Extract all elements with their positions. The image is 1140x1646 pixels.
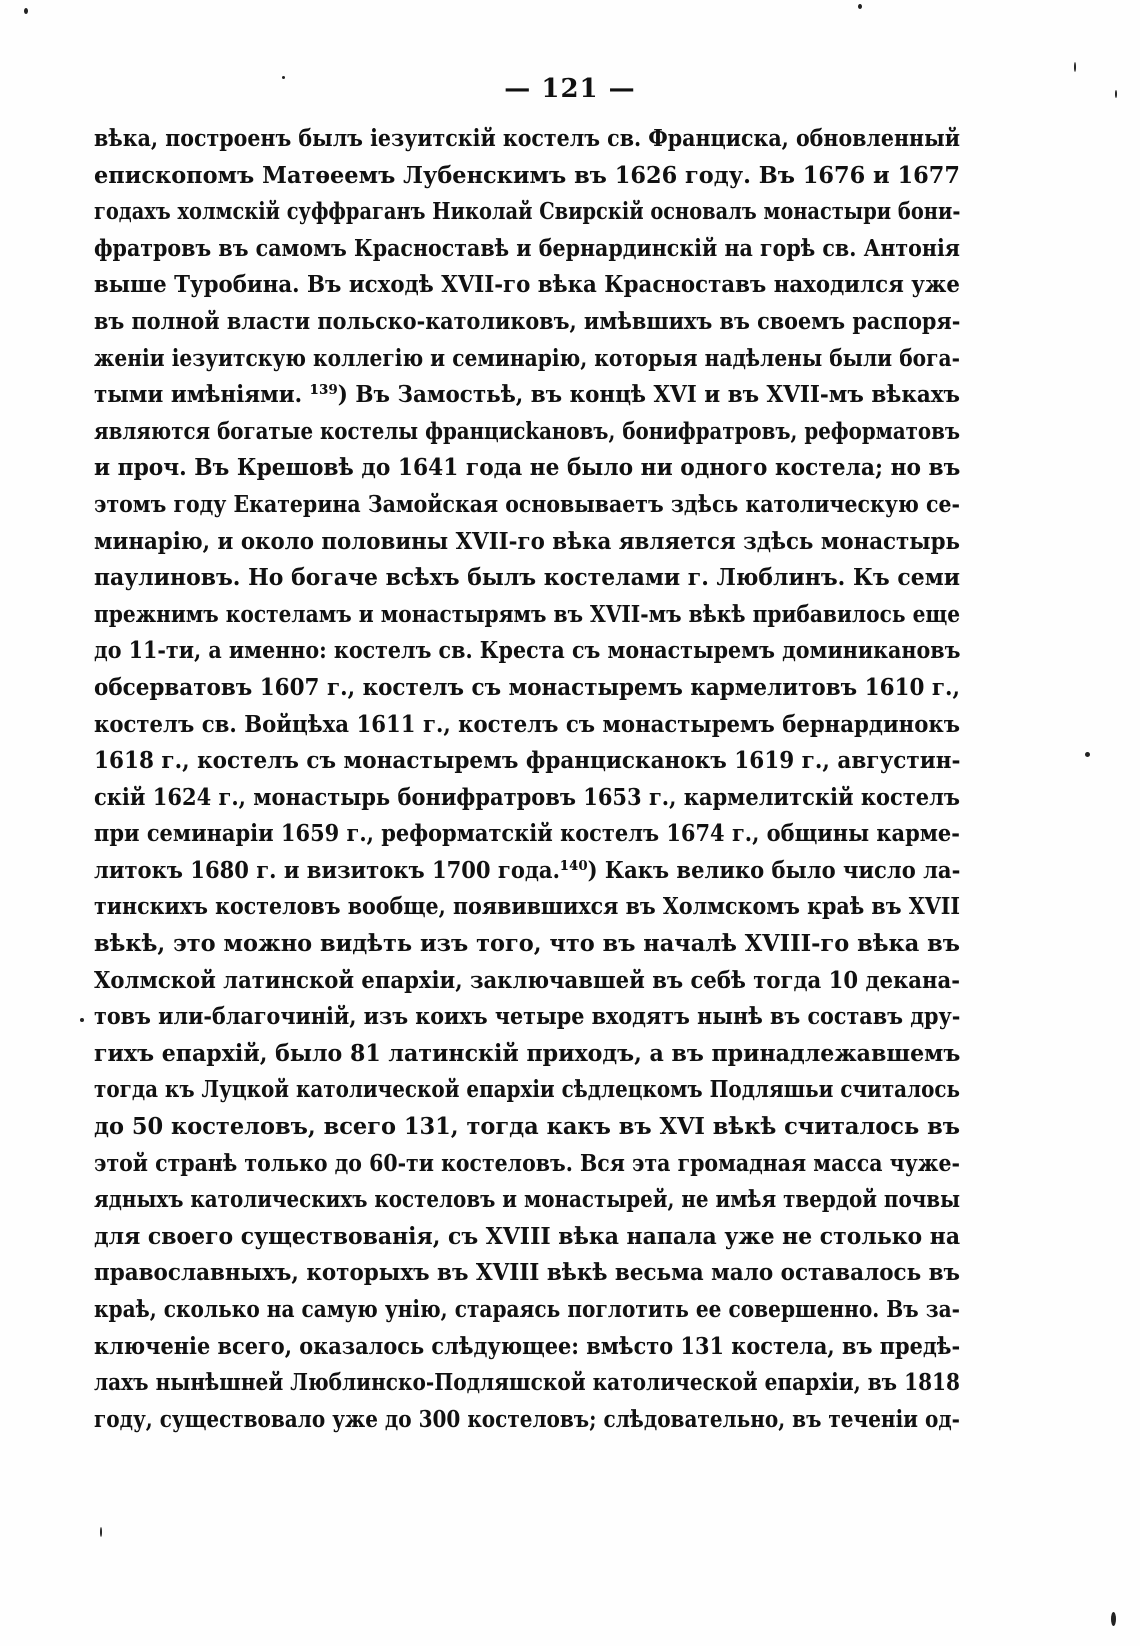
text-line: въ полной власти польско-католиковъ, имѣвшихъ въ своемъ распоря- — [94, 306, 961, 335]
text-line: при семинарiи 1659 г., реформатскiй костелъ 1674 г., общины карме- — [94, 819, 960, 848]
text-line: фратровъ въ самомъ Красноставѣ и бернардинскiй на горѣ св. Антонiя — [94, 233, 960, 262]
text-line: тыми имѣнiями. ¹³⁹) Въ Замостьѣ, въ концѣ XVI и въ XVII-мъ вѣкахъ — [94, 380, 960, 409]
scan-speck — [100, 1527, 102, 1537]
text-line: этомъ году Екатерина Замойская основываетъ здѣсь католическую се- — [94, 489, 960, 518]
scan-speck — [1085, 752, 1090, 757]
text-line: ядныхъ католическихъ костеловъ и монастырей, не имѣя твердой почвы — [94, 1185, 960, 1214]
text-line: Холмской латинской епархiи, заключавшей въ себѣ тогда 10 деканa- — [94, 965, 960, 994]
text-line: лахъ нынѣшней Люблинско-Подляшской католической епархiи, въ 1818 — [94, 1368, 961, 1397]
scan-speck — [282, 76, 285, 79]
text-line: обсерватовъ 1607 г., костелъ съ монастыремъ кармелитовъ 1610 г., — [94, 672, 960, 701]
text-line: скiй 1624 г., монастырь бонифратровъ 1653 г., кармелитскiй костелъ — [94, 782, 961, 811]
scan-speck — [24, 8, 28, 14]
text-line: минарiю, и около половины XVII-го вѣка является здѣсь монастырь — [94, 526, 961, 555]
text-line: для своего существованiя, съ XVIII вѣка напала уже не столько на — [94, 1221, 961, 1250]
scan-speck — [1111, 1612, 1116, 1626]
text-line: паулиновъ. Но богаче всѣхъ былъ костелами г. Люблинъ. Къ семи — [94, 563, 961, 592]
text-line: литокъ 1680 г. и визитокъ 1700 года.¹⁴⁰) Какъ велико было число ла- — [94, 855, 961, 884]
scan-speck — [80, 1018, 84, 1022]
text-line: вѣка, построенъ былъ iезуитскiй костелъ св. Франциска, обновленный — [94, 124, 960, 152]
text-line: 1618 г., костелъ съ монастыремъ францисканокъ 1619 г., августин- — [94, 746, 961, 775]
text-line: краѣ, сколько на самую унiю, стараясь поглотить ее совершенно. Въ за- — [94, 1295, 960, 1323]
page-number: — 121 — — [504, 74, 636, 104]
text-line: выше Туробина. Въ исходѣ XVII-го вѣка Красноставъ находился уже — [94, 270, 960, 299]
body-text — [94, 120, 960, 1437]
text-line: до 11-ти, а именно: костелъ св. Креста съ монастыремъ доминикановъ — [94, 636, 961, 665]
text-line: прежнимъ костеламъ и монастырямъ въ XVII-мъ вѣкѣ прибавилось еще — [94, 599, 961, 628]
text-line: и проч. Въ Крешовѣ до 1641 года не было ни одного костела; но въ — [94, 453, 961, 482]
scan-speck — [1074, 62, 1076, 72]
text-line: являются богатые костелы францисkановъ, бонифратровъ, реформатовъ — [94, 416, 961, 445]
scan-speck — [1115, 90, 1117, 98]
text-line: епископомъ Матѳеемъ Лубенскимъ въ 1626 году. Въ 1676 и 1677 — [94, 160, 961, 189]
text-line: православныхъ, которыхъ въ XVIII вѣкѣ весьма мало оставалось въ — [94, 1258, 961, 1287]
text-line: ключенiе всего, оказалось слѣдующее: вмѣсто 131 костела, въ предѣ- — [94, 1331, 961, 1360]
text-line: женiи iезуитскую коллегiю и семинарiю, которыя надѣлены были бога- — [94, 343, 960, 372]
text-line: гихъ епархiй, было 81 латинскiй приходъ, а въ принадлежавшемъ — [94, 1038, 961, 1067]
text-line: тинскихъ костеловъ вообще, появившихся въ Холмскомъ краѣ въ XVII — [94, 892, 960, 921]
text-line: годахъ холмскiй суффраганъ Николай Свирскiй основалъ монастыри бони- — [94, 197, 961, 226]
text-line: вѣкѣ, это можно видѣть изъ того, что въ началѣ XVIII-го вѣка въ — [94, 929, 960, 958]
text-line: костелъ св. Войцѣха 1611 г., костелъ съ монастыремъ бернардинокъ — [94, 709, 960, 738]
text-line: тогда къ Луцкой католической епархiи сѣдлецкомъ Подляшьи считалось — [94, 1075, 961, 1104]
text-line: этой странѣ только до 60-ти костеловъ. Вся эта громадная масса чуже- — [94, 1148, 960, 1177]
scan-speck — [858, 4, 862, 9]
text-line: товъ или-благочинiй, изъ коихъ четыре входятъ нынѣ въ составъ дру- — [94, 1002, 961, 1031]
text-line: году, существовало уже до 300 костеловъ; слѣдовательно, въ теченiи од- — [94, 1404, 960, 1433]
text-line: до 50 костеловъ, всего 131, тогда какъ въ XVI вѣкѣ считалось въ — [94, 1112, 960, 1141]
